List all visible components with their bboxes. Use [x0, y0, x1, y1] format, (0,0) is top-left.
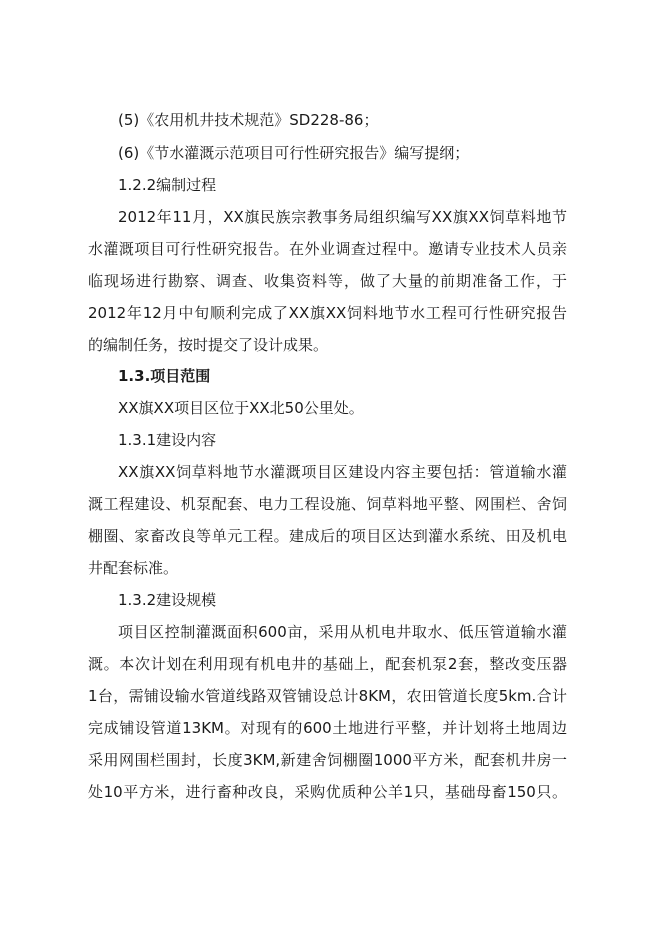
section-heading-1-3-2: 1.3.2建设规模 — [118, 591, 217, 609]
paragraph-line: 项目区控制灌溉面积600亩，采用从机电井取水、低压管道输水灌 — [118, 623, 567, 641]
section-heading-1-2-2: 1.2.2编制过程 — [118, 176, 217, 194]
paragraph-line: 的编制任务，按时提交了设计成果。 — [88, 336, 329, 354]
paragraph-line: 处10平方米，进行畜种改良，采购优质种公羊1只，基础母畜150只。 — [88, 783, 567, 801]
paragraph-line: 采用网围栏围封，长度3KM,新建舍饲棚圈1000平方米，配套机井房一 — [88, 751, 567, 769]
paragraph-line: 临现场进行勘察、调查、收集资料等，做了大量的前期准备工作，于 — [88, 272, 567, 290]
paragraph-line: 1台，需铺设输水管道线路双管铺设总计8KM，农田管道长度5km.合计 — [88, 687, 567, 705]
paragraph-line: 溉工程建设、机泵配套、电力工程设施、饲草料地平整、网围栏、舍饲 — [88, 495, 567, 513]
paragraph-line: 2012年12月中旬顺利完成了XX旗XX饲料地节水工程可行性研究报告 — [88, 304, 567, 322]
paragraph-line: 溉。本次计划在利用现有机电井的基础上，配套机泵2套，整改变压器 — [88, 655, 567, 673]
reference-item-6: (6)《节水灌溉示范项目可行性研究报告》编写提纲； — [118, 144, 470, 162]
paragraph-line: XX旗XX饲草料地节水灌溉项目区建设内容主要包括：管道输水灌 — [118, 463, 567, 481]
paragraph-line: 井配套标准。 — [88, 559, 179, 577]
paragraph-line: 完成铺设管道13KM。对现有的600土地进行平整，并计划将土地周边 — [88, 719, 567, 737]
paragraph-line: 水灌溉项目可行性研究报告。在外业调查过程中。邀请专业技术人员亲 — [88, 240, 567, 258]
section-heading-1-3: 1.3.项目范围 — [118, 367, 211, 385]
section-heading-1-3-1: 1.3.1建设内容 — [118, 431, 217, 449]
paragraph-line: XX旗XX项目区位于XX北50公里处。 — [118, 399, 364, 417]
reference-item-5: (5)《农用机井技术规范》SD228-86； — [118, 111, 379, 129]
paragraph-line: 2012年11月，XX旗民族宗教事务局组织编写XX旗XX饲草料地节 — [118, 208, 567, 226]
paragraph-line: 棚圈、家畜改良等单元工程。建成后的项目区达到灌水系统、田及机电 — [88, 527, 567, 545]
